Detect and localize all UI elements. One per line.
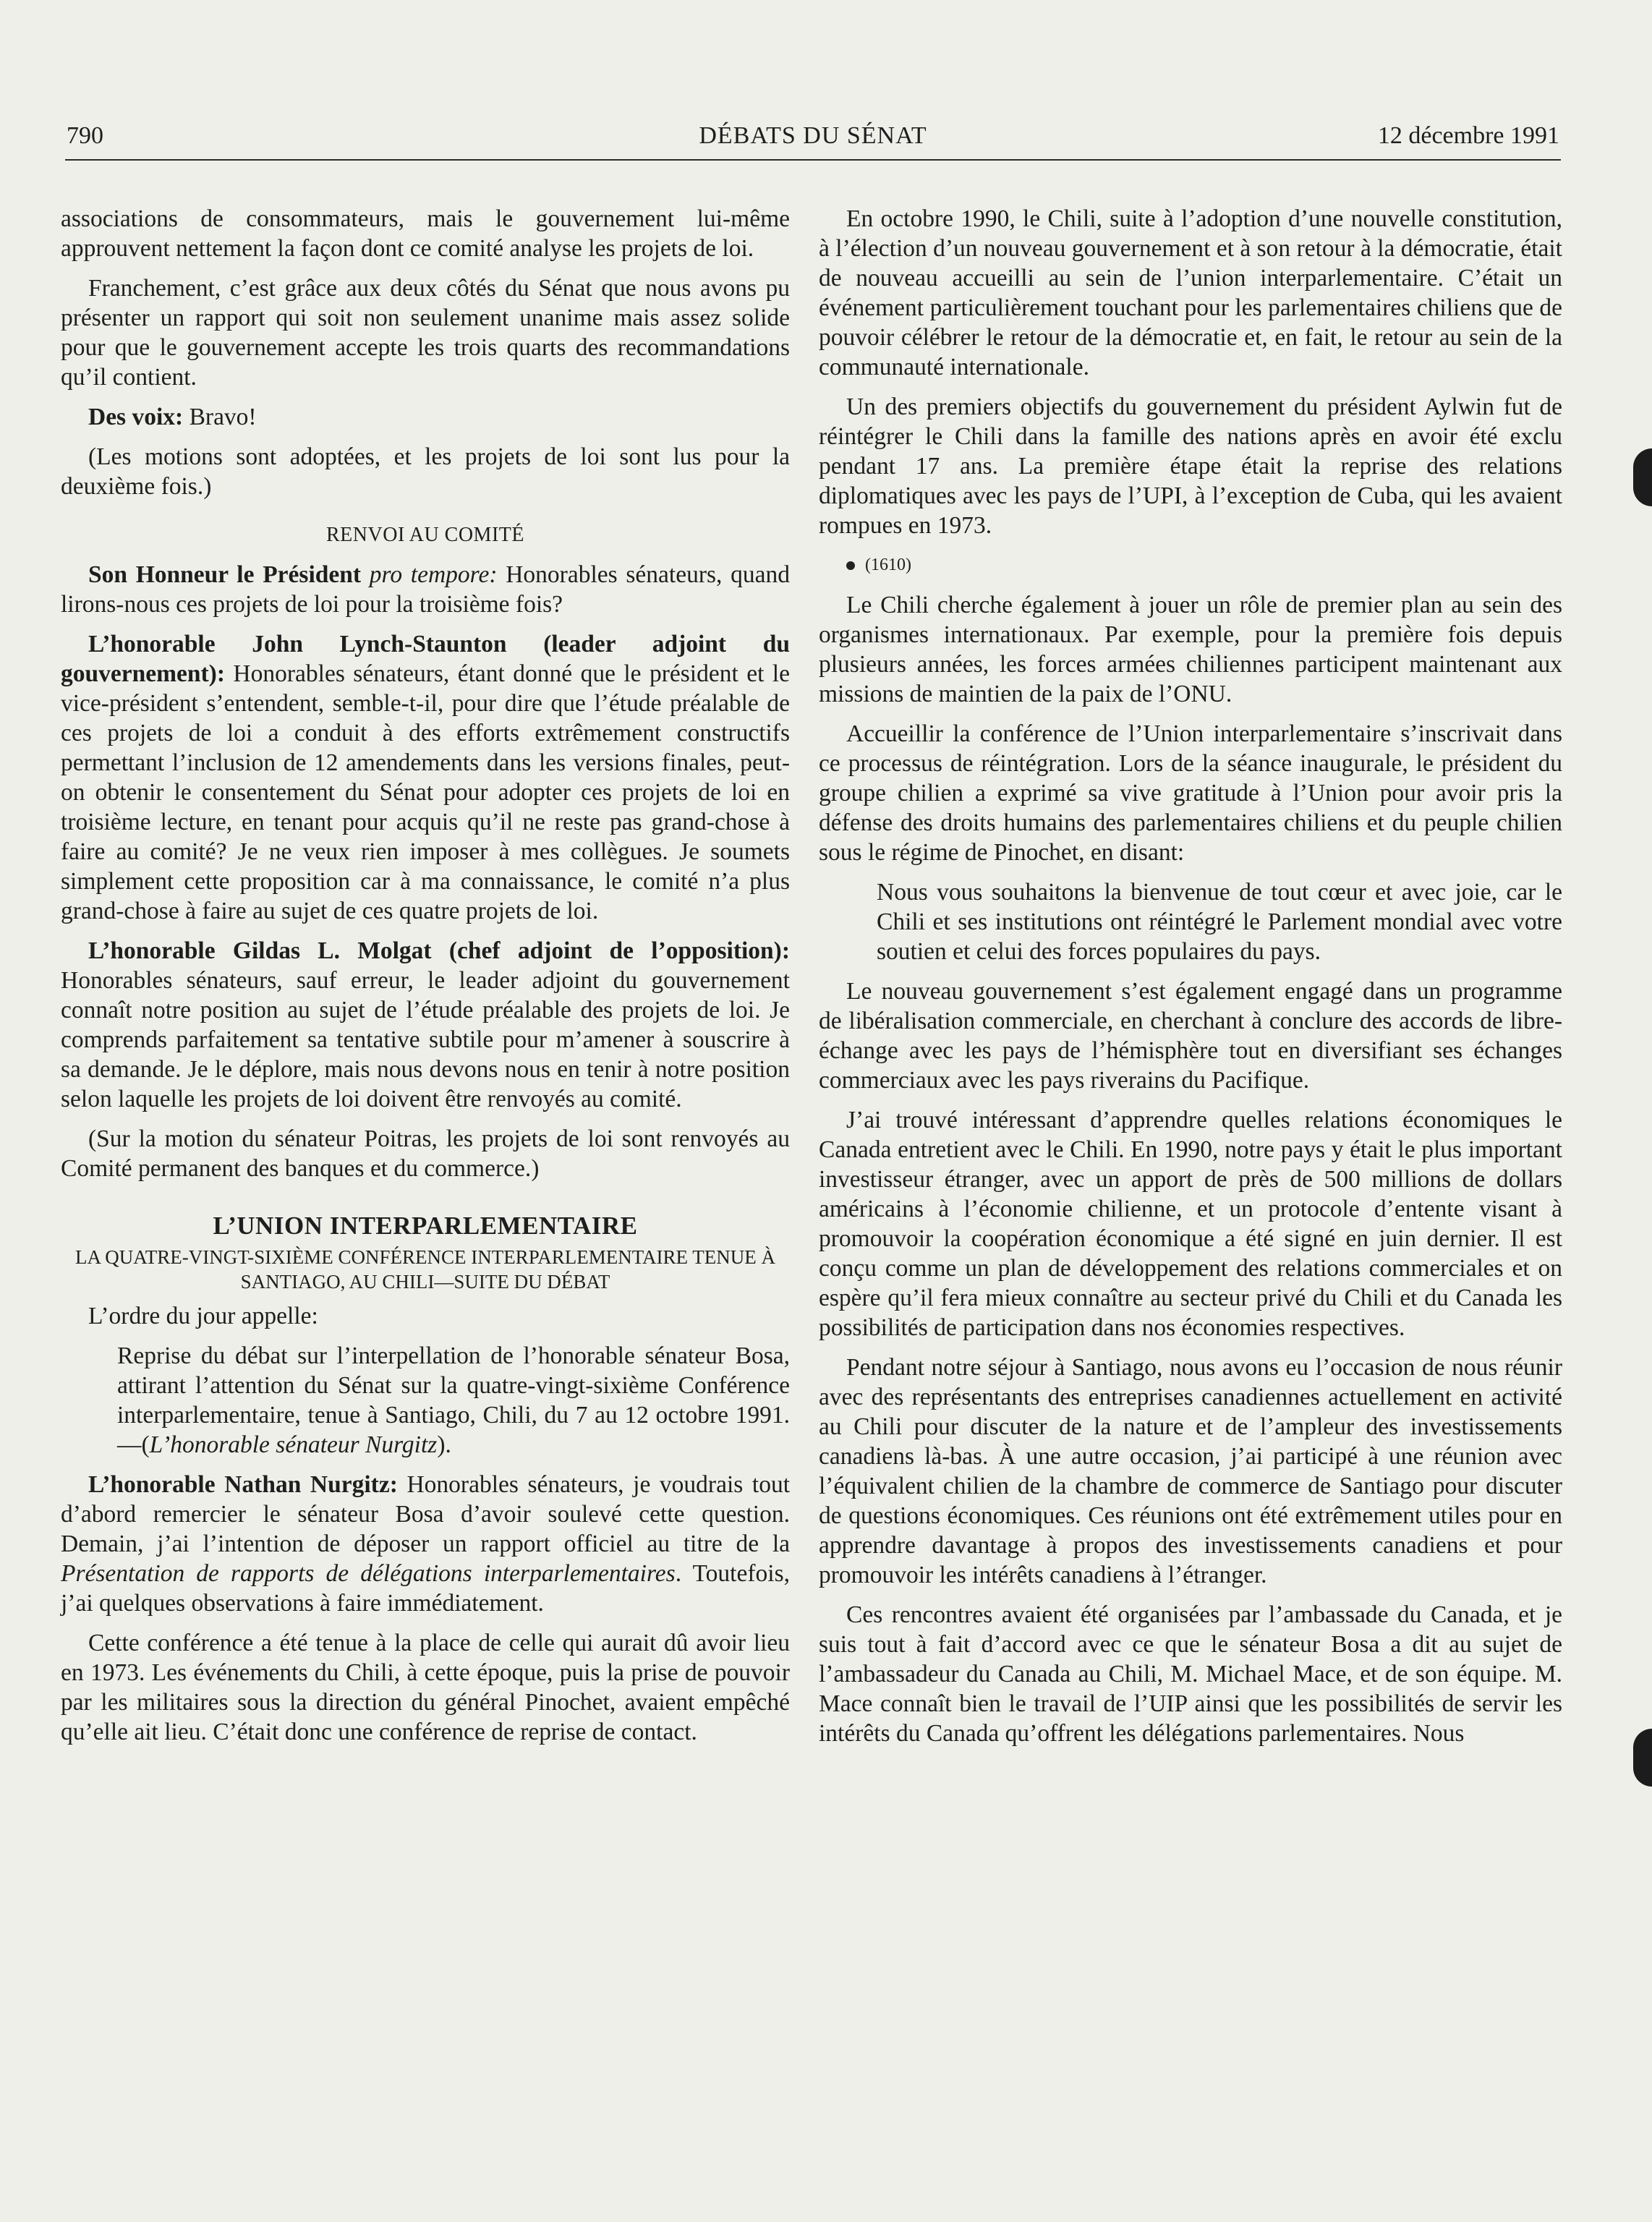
speaker-name: L’honorable Gildas L. Molgat (chef adjoint de l’opposition):: [88, 937, 790, 964]
time-marker: [819, 550, 1562, 580]
paragraph: Le Chili cherche également à jouer un rôle de premier plan au sein des organismes internationaux. Par exemple, pour la première fois depuis plusieurs années, les forces armées chiliennes participent maintenant aux missions de maintien de la paix de l’ONU.: [819, 592, 1562, 707]
speaker-name: Son Honneur le Président: [88, 561, 370, 588]
speaker-name: L’honorable Nathan Nurgitz:: [88, 1471, 398, 1498]
order-of-day-quote: [61, 1341, 790, 1460]
paragraph: [61, 402, 790, 432]
speaker-title: pro tempore:: [369, 561, 498, 588]
paragraph: [61, 560, 790, 619]
page-number: 790: [67, 122, 103, 149]
paragraph: J’ai trouvé intéressant d’apprendre quelles relations économiques le Canada entretient avec le Chili. En 1990, notre pays y était le plus important investisseur étranger, avec un apport de près de 500 millions de dollars américains à l’économie chilienne, et un protocole d’entente visant à promouvoir la coopération économique a été signé en juin dernier. Il est conçu comme un plan de développement des relations commerciales et on espère qu’il fera mieux connaître au secteur privé du Chili et du Canada les possibilités de participation dans nos économies respectives.: [819, 1107, 1562, 1341]
quote-italic: L’honorable sénateur Nurgitz: [149, 1431, 438, 1458]
paragraph: [61, 1470, 790, 1618]
speaker-name: Des voix:: [88, 404, 184, 430]
block-quote: Nous vous souhaitons la bienvenue de tout cœur et avec joie, car le Chili et ses institutions ont réintégré le Parlement mondial avec votre soutien et celui des forces populaires du pays.: [877, 879, 1562, 965]
left-column: [61, 204, 790, 1757]
binder-hole: [1633, 1729, 1652, 1787]
page-date: 12 décembre 1991: [1377, 122, 1559, 149]
paragraph: Franchement, c’est grâce aux deux côtés du Sénat que nous avons pu présenter un rapport qui soit non seulement unanime mais assez solide pour que le gouvernement accepte les trois quarts des recommandations qu’il contient.: [61, 275, 790, 391]
paragraph: Cette conférence a été tenue à la place de celle qui aurait dû avoir lieu en 1973. Les événements du Chili, à cette époque, puis la prise de pouvoir par les militaires sous la direction du général Pinochet, avaient empêché qu’elle ait lieu. C’était donc une conférence de reprise de contact.: [61, 1630, 790, 1745]
paragraph: L’ordre du jour appelle:: [88, 1303, 318, 1329]
quote-end: ).: [437, 1431, 451, 1458]
speech-text-end: . Toutefois, j’ai quelques observations à faire immédiatement.: [61, 1560, 790, 1617]
section-subtitle: LA QUATRE-VINGT-SIXIÈME CONFÉRENCE INTERPARLEMENTAIRE TENUE À SANTIAGO, AU CHILI—SUITE DU DÉBAT: [74, 1246, 776, 1293]
paragraph: Ces rencontres avaient été organisées par l’ambassade du Canada, et je suis tout à fait d’accord avec ce que le sénateur Bosa a dit au sujet de l’ambassadeur du Canada au Chili, M. Michael Mace, et de son équipe. M. Mace connaît bien le travail de l’UIP ainsi que les possibilités de servir les intérêts du Canada qu’offrent les délégations parlementaires. Nous: [819, 1601, 1562, 1747]
speech-text: Honorables sénateurs, je voudrais tout d’abord remercier le sénateur Bosa d’avoir soulevé cette question. Demain, j’ai l’intention de déposer un rapport officiel au titre de la: [61, 1471, 791, 1557]
right-column: [819, 204, 1562, 1758]
paragraph: (Les motions sont adoptées, et les projets de loi sont lus pour la deuxième fois.): [61, 443, 790, 500]
speech-text: Honorables sénateurs, étant donné que le président et le vice-président s’entendent, semble-t-il, pour dire que l’étude préalable de ces projets de loi a conduit à des efforts extrêmement constructifs permettant l’inclusion de 12 amendements dans les versions finales, peut-on obtenir le consentement du Sénat pour adopter ces projets de loi en troisième lecture, en tenant pour acquis qu’il ne reste pas grand-chose à faire au comité? Je ne veux rien imposer à mes collègues. Je soumets simplement cette proposition car à ma connaissance, le comité n’a plus grand-chose à faire au sujet de ces quatre projets de loi.: [61, 660, 790, 924]
page-title: DÉBATS DU SÉNAT: [699, 122, 927, 149]
section-title: L’UNION INTERPARLEMENTAIRE: [213, 1212, 638, 1240]
paragraph: Pendant notre séjour à Santiago, nous avons eu l’occasion de nous réunir avec des représentants des entreprises canadiennes actuellement en activité au Chili pour discuter de la nature et de l’ampleur des investissements canadiens là-bas. À une autre occasion, j’ai participé à une réunion avec l’équivalent chilien de la chambre de commerce de Santiago pour discuter de questions économiques. Ces réunions ont été extrêmement utiles pour en apprendre davantage à propos des investissements canadiens et pour promouvoir les intérêts canadiens à l’étranger.: [819, 1354, 1562, 1588]
speech-text: Honorables sénateurs, quand lirons-nous ces projets de loi pour la troisième fois?: [61, 561, 791, 618]
paragraph: Accueillir la conférence de l’Union interparlementaire s’inscrivait dans ce processus de réintégration. Lors de la séance inaugurale, le président du groupe chilien a exprimé sa vive gratitude à l’Union pour avoir pris la défense des droits humains des parlementaires chiliens et du peuple chilien sous le régime de Pinochet, en disant:: [819, 720, 1562, 866]
paragraph: Un des premiers objectifs du gouvernement du président Aylwin fut de réintégrer le Chili dans la famille des nations après en avoir été exclu pendant 17 ans. La première étape était la reprise des relations diplomatiques avec les pays de l’UPI, à l’exception de Cuba, qui les avaient rompues en 1973.: [819, 393, 1562, 539]
time-marker-text: (1610): [865, 556, 911, 574]
paragraph: Le nouveau gouvernement s’est également engagé dans un programme de libéralisation commerciale, en cherchant à conclure des accords de libre-échange avec les pays de l’hémisphère tout en diversifiant ses échanges commerciaux avec les pays riverains du Pacifique.: [819, 978, 1562, 1094]
speech-italic: Présentation de rapports de délégations interparlementaires: [61, 1560, 676, 1587]
speaker-name: L’honorable John Lynch-Staunton (leader adjoint du gouvernement):: [61, 631, 790, 687]
binder-hole: [1633, 448, 1652, 506]
speech-text: Bravo!: [183, 404, 257, 430]
paragraph: (Sur la motion du sénateur Poitras, les projets de loi sont renvoyés au Comité permanent des banques et du commerce.): [61, 1125, 790, 1182]
section-heading: RENVOI AU COMITÉ: [326, 524, 524, 546]
paragraph: [61, 936, 790, 1114]
paragraph: [61, 629, 790, 926]
page-header: [65, 114, 1561, 161]
quote-text: Reprise du débat sur l’interpellation de l’honorable sénateur Bosa, attirant l’attention du Sénat sur la quatre-vingt-sixième Conférence interparlementaire, tenue à Santiago, Chili, du 7 au 12 octobre 1991.—(: [117, 1342, 790, 1458]
bullet-icon: [846, 561, 855, 570]
speech-text: Honorables sénateurs, sauf erreur, le leader adjoint du gouvernement connaît notre position au sujet de l’étude préalable des projets de loi. Je comprends parfaitement sa tentative subtile pour m’amener à souscrire à sa demande. Je le déplore, mais nous devons nous en tenir à notre position selon laquelle les projets de loi doivent être renvoyés au comité.: [61, 967, 790, 1112]
paragraph: En octobre 1990, le Chili, suite à l’adoption d’une nouvelle constitution, à l’élection d’un nouveau gouvernement et à son retour à la démocratie, était de nouveau accueilli au sein de l’union interparlementaire. C’était un événement particulièrement touchant pour les parlementaires chiliens que de pouvoir célébrer le retour de la démocratie et, en fait, le retour au sein de la communauté internationale.: [819, 205, 1562, 380]
paragraph: associations de consommateurs, mais le gouvernement lui-même approuvent nettement la façon dont ce comité analyse les projets de loi.: [61, 205, 790, 262]
